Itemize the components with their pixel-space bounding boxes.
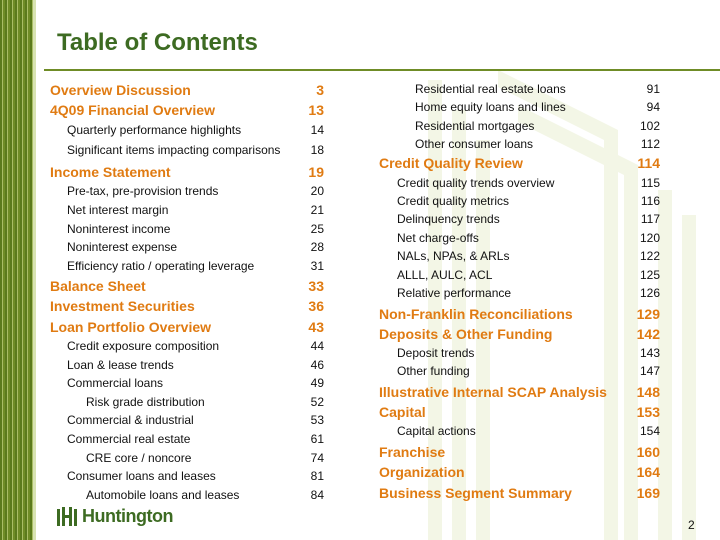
toc-entry-label: Net charge-offs	[397, 231, 479, 245]
toc-entry-label: Income Statement	[50, 164, 171, 180]
toc-entry-page: 117	[640, 212, 660, 226]
toc-entry-page: 18	[310, 143, 324, 157]
brand-logo	[56, 504, 173, 528]
toc-entry[interactable]	[50, 222, 330, 240]
toc-entry-page: 148	[636, 384, 660, 400]
toc-entry-page: 25	[310, 222, 324, 236]
toc-entry-page: 112	[640, 137, 660, 151]
toc-entry-page: 20	[310, 184, 324, 198]
toc-entry-label: Quarterly performance highlights	[67, 123, 242, 137]
toc-entry-page: 21	[310, 203, 324, 217]
toc-entry-page: 125	[639, 268, 660, 282]
toc-entry[interactable]	[379, 212, 669, 230]
toc-entry-label: Pre-tax, pre-provision trends	[67, 184, 219, 198]
toc-entry-page: 31	[310, 259, 324, 273]
toc-entry-label: Balance Sheet	[50, 278, 146, 294]
toc-entry-page: 43	[308, 319, 324, 335]
decorative-stripe-bar	[0, 0, 36, 540]
toc-section-heading[interactable]	[379, 155, 669, 173]
toc-entry-page: 28	[310, 240, 324, 254]
toc-entry-page: 94	[646, 100, 660, 114]
toc-entry-label: Residential mortgages	[415, 119, 535, 133]
toc-entry[interactable]	[379, 137, 669, 155]
toc-entry[interactable]	[379, 424, 669, 442]
toc-entry-page: 33	[308, 278, 324, 294]
toc-entry-label: Relative performance	[397, 286, 512, 300]
toc-entry-page: 74	[310, 451, 324, 465]
toc-section-heading[interactable]	[50, 278, 330, 296]
toc-entry-label: Non-Franklin Reconciliations	[379, 306, 573, 322]
toc-entry-label: Credit exposure composition	[67, 339, 220, 353]
toc-entry[interactable]	[379, 286, 669, 304]
toc-entry[interactable]	[50, 358, 330, 376]
toc-entry-label: Efficiency ratio / operating leverage	[67, 259, 255, 273]
toc-entry[interactable]	[379, 100, 669, 118]
toc-entry-label: Other funding	[397, 364, 470, 378]
toc-entry[interactable]	[50, 413, 330, 431]
toc-entry-label: Consumer loans and leases	[67, 469, 216, 483]
toc-entry-label: Illustrative Internal SCAP Analysis	[379, 384, 607, 400]
toc-section-heading[interactable]	[379, 384, 669, 402]
toc-entry-page: 52	[310, 395, 324, 409]
toc-entry-page: 91	[646, 82, 660, 96]
toc-entry-page: 154	[639, 424, 660, 438]
toc-entry-page: 153	[636, 404, 660, 420]
toc-entry[interactable]	[379, 249, 669, 267]
toc-entry[interactable]	[379, 119, 669, 137]
toc-section-heading[interactable]	[50, 102, 330, 120]
toc-entry[interactable]	[50, 469, 330, 487]
toc-entry[interactable]	[379, 194, 669, 212]
toc-entry-page: 115	[640, 176, 660, 190]
toc-section-heading[interactable]	[379, 326, 669, 344]
toc-entry-page: 120	[639, 231, 660, 245]
page-title: Table of Contents	[57, 29, 258, 56]
toc-entry-page: 147	[639, 364, 660, 378]
toc-section-heading[interactable]	[50, 319, 330, 337]
toc-entry-label: Franchise	[379, 444, 446, 460]
toc-entry-label: Home equity loans and lines	[415, 100, 566, 114]
toc-entry-page: 129	[636, 306, 660, 322]
toc-section-heading[interactable]	[379, 404, 669, 422]
toc-section-heading[interactable]	[50, 298, 330, 316]
toc-entry-page: 14	[310, 123, 324, 137]
toc-entry-label: Residential real estate loans	[415, 82, 566, 96]
toc-entry-label: Investment Securities	[50, 298, 195, 314]
toc-entry-page: 114	[637, 155, 660, 171]
toc-entry[interactable]	[379, 346, 669, 364]
toc-entry-label: ALLL, AULC, ACL	[397, 268, 493, 282]
toc-entry-page: 61	[310, 432, 324, 446]
toc-entry-label: 4Q09 Financial Overview	[50, 102, 215, 118]
toc-entry-label: Commercial & industrial	[67, 413, 194, 427]
toc-entry-page: 13	[308, 102, 324, 118]
toc-section-heading[interactable]	[379, 464, 669, 482]
toc-entry-page: 126	[639, 286, 660, 300]
toc-entry-label: Business Segment Summary	[379, 485, 572, 501]
toc-entry-page: 169	[636, 485, 660, 501]
toc-entry-page: 122	[639, 249, 660, 263]
toc-entry-label: Net interest margin	[67, 203, 169, 217]
toc-entry-page: 46	[310, 358, 324, 372]
toc-entry[interactable]	[50, 240, 330, 258]
toc-entry[interactable]	[379, 231, 669, 249]
toc-entry[interactable]	[50, 203, 330, 221]
toc-entry-label: Commercial loans	[67, 376, 164, 390]
toc-entry-label: Risk grade distribution	[86, 395, 205, 409]
toc-entry-label: Delinquency trends	[397, 212, 500, 226]
toc-section-heading[interactable]	[50, 82, 330, 100]
toc-entry-label: Organization	[379, 464, 465, 480]
toc-entry-label: Capital actions	[397, 424, 476, 438]
toc-entry-page: 116	[640, 194, 660, 208]
toc-entry-label: Credit Quality Review	[379, 155, 523, 171]
toc-entry-label: Loan Portfolio Overview	[50, 319, 212, 335]
toc-section-heading[interactable]	[379, 306, 669, 324]
toc-entry-page: 3	[316, 82, 324, 98]
toc-entry[interactable]	[50, 376, 330, 394]
page-number: 2	[688, 518, 695, 532]
toc-entry[interactable]	[50, 451, 330, 469]
toc-entry-page: 143	[639, 346, 660, 360]
toc-entry-page: 53	[310, 413, 324, 427]
toc-entry-label: Loan & lease trends	[67, 358, 174, 372]
toc-section-heading[interactable]	[379, 485, 669, 503]
toc-entry-label: Deposit trends	[397, 346, 475, 360]
toc-entry-label: CRE core / noncore	[86, 451, 192, 465]
toc-section-heading[interactable]	[50, 164, 330, 182]
brand-name: Huntington	[82, 505, 173, 526]
huntington-logo-icon	[56, 505, 78, 527]
toc-section-heading[interactable]	[379, 444, 669, 462]
toc-entry-label: Significant items impacting comparisons	[67, 143, 281, 157]
toc-entry-label: Credit quality trends overview	[397, 176, 555, 190]
toc-entry-page: 142	[636, 326, 660, 342]
toc-left-column	[50, 0, 330, 540]
toc-entry[interactable]	[50, 339, 330, 357]
toc-entry-page: 164	[636, 464, 660, 480]
toc-entry-page: 160	[636, 444, 660, 460]
toc-entry-label: Noninterest income	[67, 222, 171, 236]
toc-right-column	[379, 0, 669, 540]
toc-entry[interactable]	[379, 364, 669, 382]
toc-entry-label: Noninterest expense	[67, 240, 178, 254]
toc-entry-label: NALs, NPAs, & ARLs	[397, 249, 510, 263]
toc-entry-page: 81	[310, 469, 324, 483]
toc-entry-page: 102	[639, 119, 660, 133]
toc-entry-page: 49	[310, 376, 324, 390]
toc-entry-label: Commercial real estate	[67, 432, 191, 446]
toc-entry[interactable]	[50, 143, 330, 161]
toc-entry-label: Deposits & Other Funding	[379, 326, 553, 342]
toc-entry[interactable]	[50, 432, 330, 450]
toc-entry[interactable]	[379, 268, 669, 286]
toc-entry-label: Other consumer loans	[415, 137, 534, 151]
toc-entry[interactable]	[379, 82, 669, 100]
toc-entry-page: 84	[310, 488, 324, 502]
toc-entry-page: 44	[310, 339, 324, 353]
toc-entry-label: Credit quality metrics	[397, 194, 510, 208]
toc-entry-label: Overview Discussion	[50, 82, 191, 98]
toc-entry[interactable]	[50, 395, 330, 413]
toc-entry[interactable]	[50, 259, 330, 277]
toc-entry[interactable]	[50, 123, 330, 141]
toc-entry-page: 36	[308, 298, 324, 314]
toc-entry[interactable]	[379, 176, 669, 194]
toc-entry-label: Capital	[379, 404, 426, 420]
toc-entry-page: 19	[308, 164, 324, 180]
toc-entry-label: Automobile loans and leases	[86, 488, 240, 502]
toc-entry[interactable]	[50, 184, 330, 202]
